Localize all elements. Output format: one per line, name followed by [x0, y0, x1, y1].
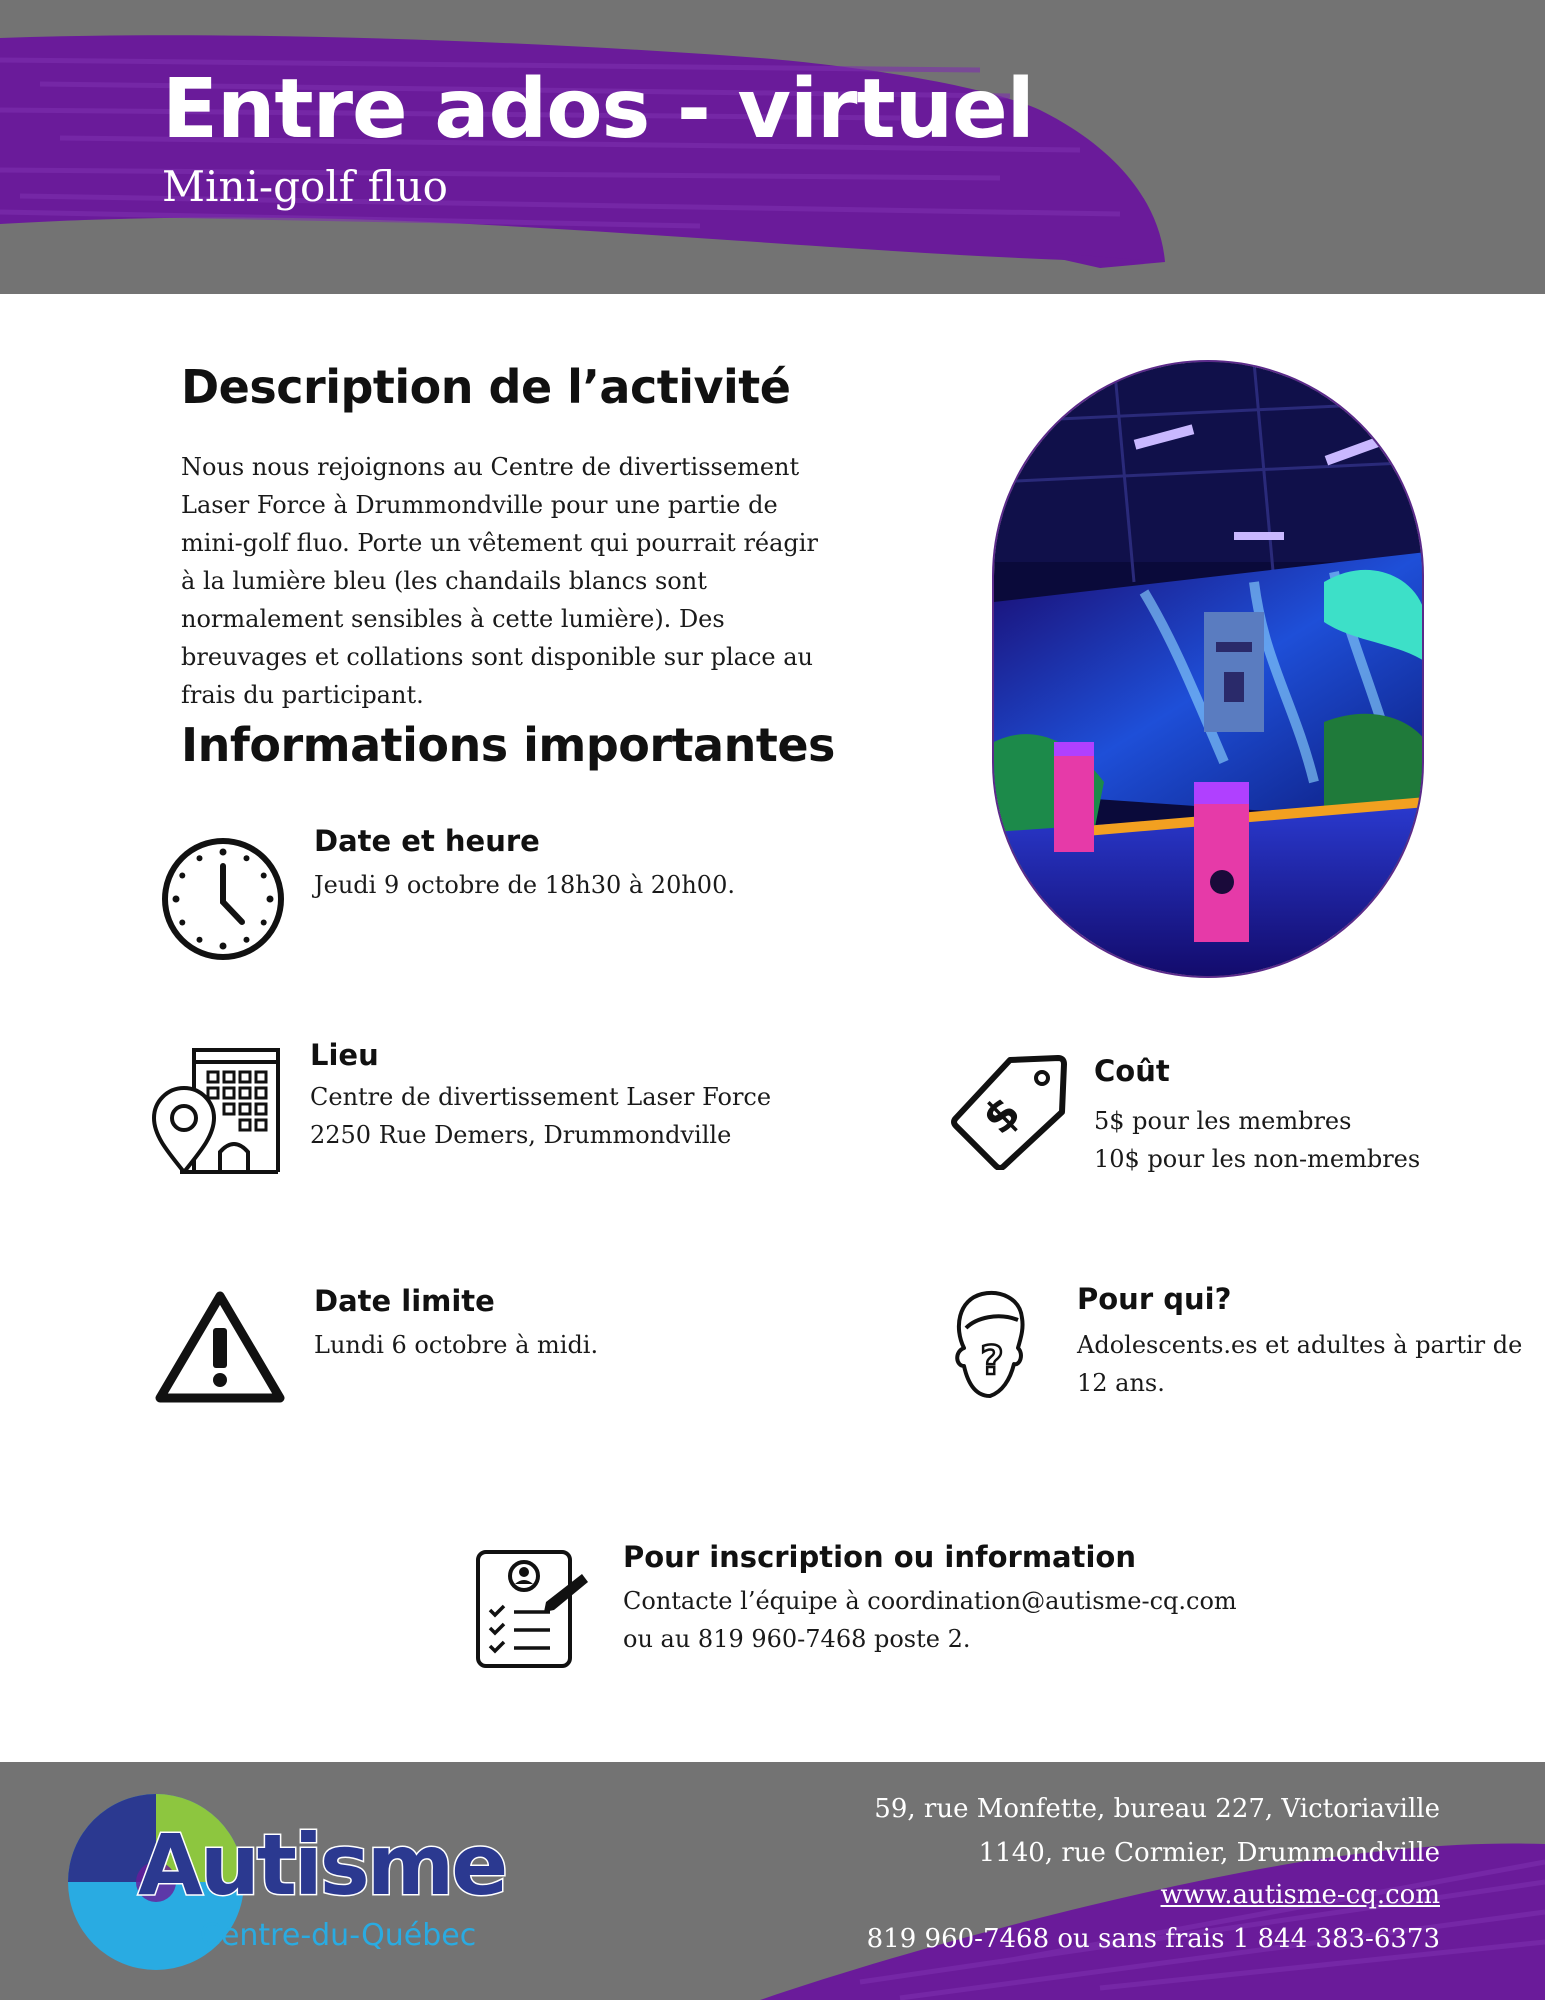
- audience-title: Pour qui?: [1077, 1282, 1232, 1316]
- footer-address-2: 1140, rue Cormier, Drummondville: [978, 1838, 1440, 1868]
- place-line1: Centre de divertissement Laser Force: [310, 1083, 772, 1111]
- mini-golf-photo: [992, 360, 1424, 978]
- cost-line2: 10$ pour les non-membres: [1094, 1145, 1421, 1173]
- deadline-title: Date limite: [314, 1284, 495, 1318]
- cost-line1: 5$ pour les membres: [1094, 1107, 1352, 1135]
- question-head-icon: [948, 1288, 1032, 1400]
- building-location-icon: [150, 1044, 282, 1174]
- page-subtitle: Mini-golf fluo: [162, 162, 448, 211]
- footer-website-link[interactable]: www.autisme-cq.com: [1160, 1880, 1440, 1910]
- registration-clipboard-icon: [474, 1546, 590, 1670]
- place-title: Lieu: [310, 1038, 379, 1072]
- header-banner: [0, 0, 1545, 294]
- info-heading: Informations importantes: [181, 718, 835, 772]
- logo-word: Autisme: [138, 1816, 506, 1914]
- description-text: Nous nous rejoignons au Centre de divertissement Laser Force à Drummondville pour une partie de mini-golf fluo. Porte un vêtement qui pourrait réagir à la lumière bleu (les chandails blancs sont normalement sensibles à cette lumière). Des breuvages et collations sont disponible sur place au frais du participant.: [181, 453, 818, 709]
- warning-icon: [154, 1290, 286, 1404]
- price-tag-icon: [950, 1054, 1068, 1170]
- contact-title: Pour inscription ou information: [623, 1540, 1136, 1574]
- audience-line1: Adolescents.es et adultes à partir de: [1077, 1331, 1523, 1359]
- footer-address-1: 59, rue Monfette, bureau 227, Victoriaville: [874, 1794, 1440, 1824]
- date-text: Jeudi 9 octobre de 18h30 à 20h00.: [314, 871, 735, 899]
- clock-icon: [160, 836, 286, 962]
- description-heading: Description de l’activité: [181, 360, 791, 414]
- logo-subtitle: Centre-du-Québec: [200, 1918, 477, 1953]
- date-title: Date et heure: [314, 824, 540, 858]
- contact-line1: Contacte l’équipe à coordination@autisme-cq.com: [623, 1587, 1237, 1615]
- audience-line2: 12 ans.: [1077, 1369, 1165, 1397]
- contact-line2: ou au 819 960-7468 poste 2.: [623, 1625, 971, 1653]
- deadline-text: Lundi 6 octobre à midi.: [314, 1331, 599, 1359]
- page-title: Entre ados - virtuel: [162, 62, 1034, 157]
- footer-banner: [0, 1762, 1545, 2000]
- footer-phone: 819 960-7468 ou sans frais 1 844 383-6373: [866, 1924, 1440, 1954]
- svg-text:?: ?: [980, 1338, 1004, 1384]
- svg-text:$: $: [972, 1086, 1031, 1145]
- place-line2: 2250 Rue Demers, Drummondville: [310, 1121, 732, 1149]
- cost-title: Coût: [1094, 1054, 1170, 1088]
